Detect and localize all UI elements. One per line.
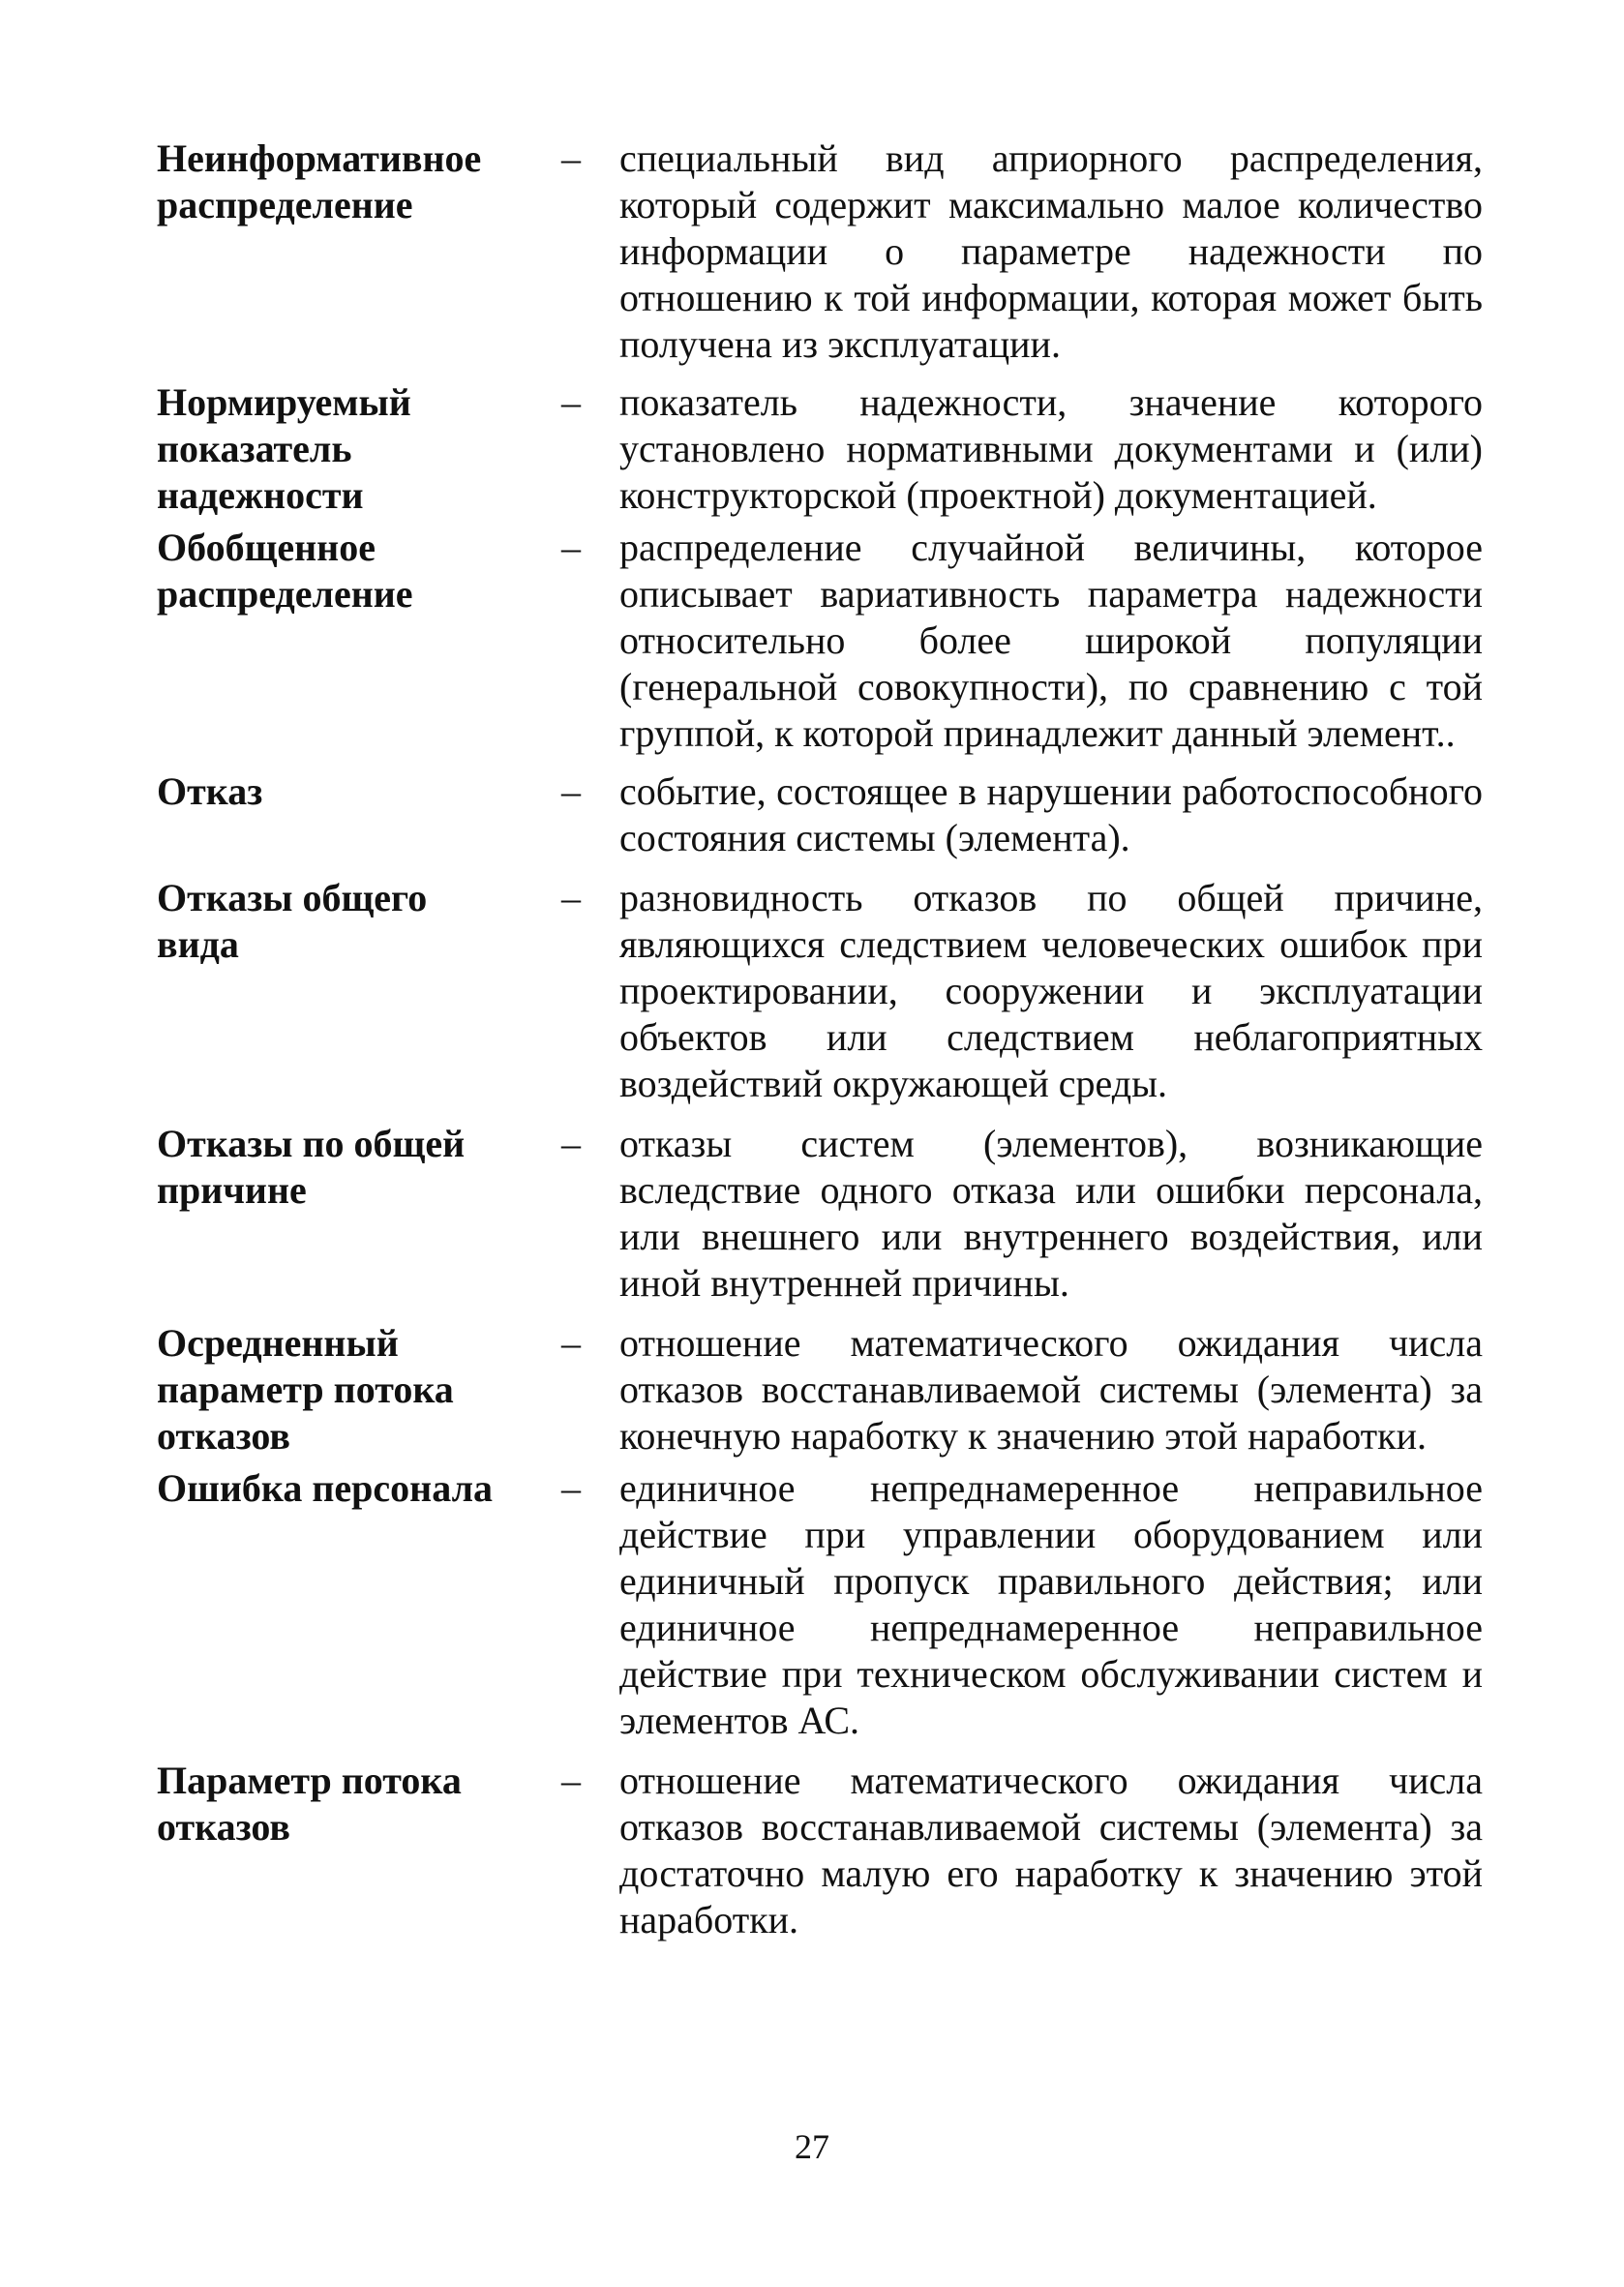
glossary-entry — [157, 768, 1492, 861]
glossary-term: Нормируемый показатель надежности — [157, 380, 411, 517]
glossary-term: Неинформативное распределение — [157, 136, 482, 226]
glossary-entry — [157, 1320, 1492, 1459]
entry-dash: – — [561, 380, 581, 424]
entry-dash: – — [561, 876, 581, 919]
glossary-definition: отношение математического ожидания числа отказов восстанавливаемой системы (элемента) за достаточно малую его наработку к значению этой наработки. — [619, 1759, 1483, 1941]
entry-dash: – — [561, 1122, 581, 1165]
glossary-term: Отказы общего вида — [157, 876, 428, 966]
glossary-entry — [157, 525, 1492, 757]
glossary-entry — [157, 875, 1492, 1107]
glossary-term: Осредненный параметр потока отказов — [157, 1321, 454, 1458]
glossary-definition: специальный вид априорного распределения, который содержит максимально малое количество информации о параметре надежности по отношению к той информации, которая может быть получена из эксплуатации. — [619, 136, 1483, 366]
glossary-definition: разновидность отказов по общей причине, являющихся следствием человеческих ошибок при проектировании, сооружении и эксплуатации объектов или следствием неблагоприятных воздействий окружающей среды. — [619, 876, 1483, 1105]
glossary-definition: распределение случайной величины, которое описывает вариативность параметра надежности относительно более широкой популяции (генеральной совокупности), по сравнению с той группой, к которой принадлежит данный элемент.. — [619, 526, 1483, 755]
glossary-term: Параметр потока отказов — [157, 1759, 462, 1849]
entry-dash: – — [561, 136, 581, 180]
entry-dash: – — [561, 526, 581, 569]
glossary-definition: единичное непреднамеренное неправильное действие при управлении оборудованием или единичный пропуск правильного действия; или единичное непреднамеренное неправильное действие при техническом обслуживании систем и элементов АС. — [619, 1466, 1483, 1742]
glossary-definition: отношение математического ожидания числа отказов восстанавливаемой системы (элемента) за конечную наработку к значению этой наработки. — [619, 1321, 1483, 1458]
glossary-term: Отказы по общей причине — [157, 1122, 466, 1212]
entry-dash: – — [561, 1759, 581, 1802]
glossary-term: Обобщенное распределение — [157, 526, 413, 616]
glossary-list — [157, 135, 1492, 1943]
entry-dash: – — [561, 769, 581, 813]
glossary-term: Отказ — [157, 769, 263, 813]
glossary-definition: показатель надежности, значение которого установлено нормативными документами и (или) конструкторской (проектной) документацией. — [619, 380, 1483, 517]
glossary-entry — [157, 379, 1492, 519]
glossary-entry — [157, 1465, 1492, 1744]
glossary-entry — [157, 1758, 1492, 1943]
glossary-definition: событие, состоящее в нарушении работоспособного состояния системы (элемента). — [619, 769, 1483, 859]
page-number: 27 — [795, 2127, 829, 2166]
entry-dash: – — [561, 1321, 581, 1365]
entry-dash: – — [561, 1466, 581, 1510]
glossary-definition: отказы систем (элементов), возникающие вследствие одного отказа или ошибки персонала, или внешнего или внутреннего воздействия, или иной внутренней причины. — [619, 1122, 1483, 1305]
glossary-term: Ошибка персонала — [157, 1466, 494, 1510]
glossary-entry — [157, 1121, 1492, 1307]
glossary-entry — [157, 135, 1492, 368]
